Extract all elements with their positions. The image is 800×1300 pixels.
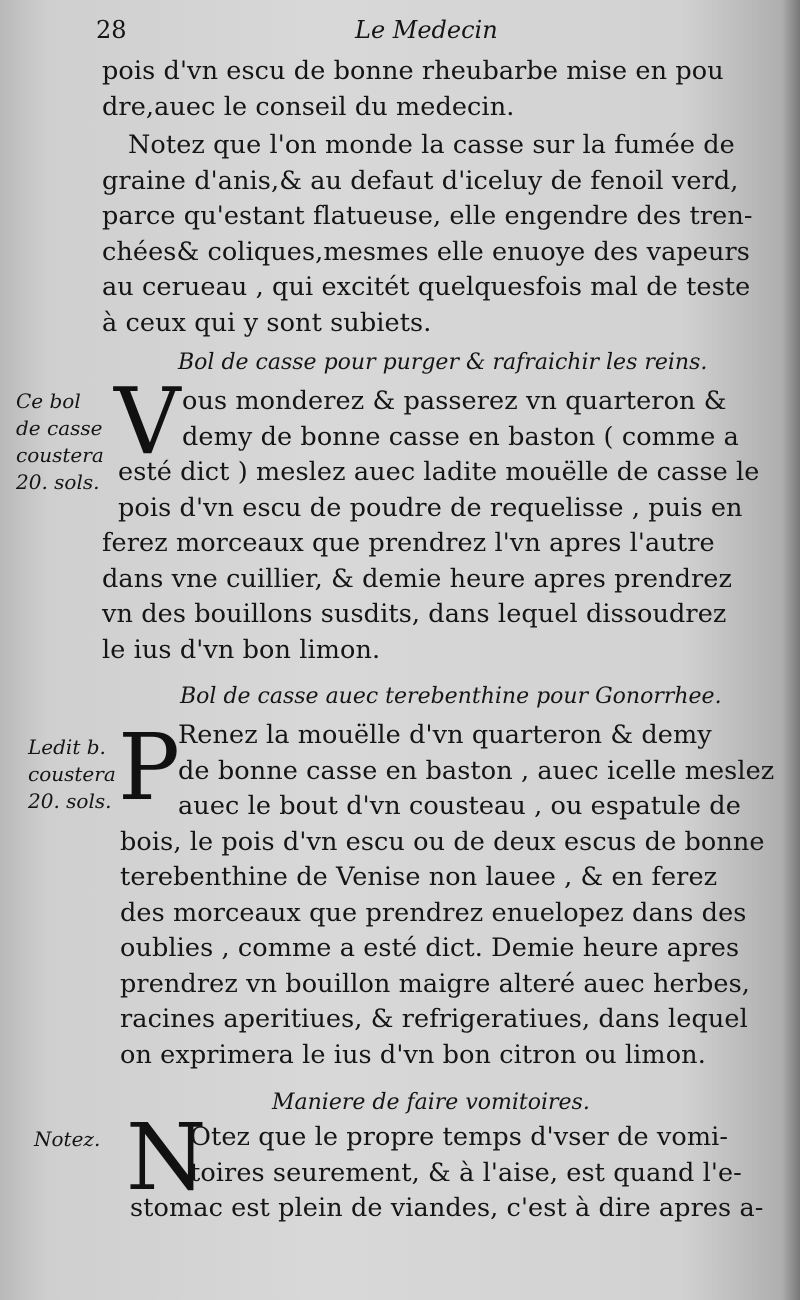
text-line: graine d'anis,& au defaut d'iceluy de fenoil verd, bbox=[102, 165, 739, 196]
text-line: demy de bonne casse en baston ( comme a bbox=[182, 421, 739, 452]
text-line: prendrez vn bouillon maigre alteré auec herbes, bbox=[120, 968, 750, 999]
paragraph-bol-de-casse bbox=[102, 384, 760, 668]
section-heading: Bol de casse pour purger & rafraichir les reins. bbox=[178, 350, 708, 375]
paragraph-vomitoires bbox=[102, 1120, 764, 1227]
margin-note-line: de casse bbox=[16, 416, 103, 440]
text-line: oublies , comme a esté dict. Demie heure apres bbox=[120, 933, 740, 963]
text-line: dre,auec le conseil du medecin. bbox=[102, 91, 515, 122]
margin-note-line: 20. sols. bbox=[16, 470, 100, 494]
text-line: de bonne casse en baston , auec icelle meslez bbox=[178, 755, 775, 786]
text-line: pois d'vn escu de poudre de requelisse , puis en bbox=[118, 492, 743, 523]
text-line: pois d'vn escu de bonne rheubarbe mise en pou bbox=[102, 56, 724, 86]
drop-cap: P bbox=[118, 714, 180, 821]
text-line: esté dict ) meslez auec ladite mouëlle de casse le bbox=[118, 457, 760, 487]
text-line: ferez morceaux que prendrez l'vn apres l'autre bbox=[102, 528, 715, 558]
text-line: vn des bouillons susdits, dans lequel dissoudrez bbox=[102, 599, 727, 629]
text-line: Otez que le propre temps d'vser de vomi- bbox=[190, 1122, 729, 1152]
paragraph-continuation bbox=[102, 54, 760, 125]
text-line: Notez que l'on monde la casse sur la fumée de bbox=[128, 130, 735, 160]
margin-note-line: Ledit b. bbox=[28, 735, 106, 759]
drop-cap: N bbox=[126, 1104, 207, 1211]
margin-note-line: coustera bbox=[28, 762, 116, 786]
margin-note-line: coustera bbox=[16, 443, 104, 467]
text-line: au cerueau , qui excitét quelquesfois mal de teste bbox=[102, 272, 751, 302]
paragraph-gonorrhee bbox=[102, 714, 775, 1073]
section-heading: Bol de casse auec terebenthine pour Gonorrhee. bbox=[180, 684, 722, 709]
text-line: chées& coliques,mesmes elle enuoye des vapeurs bbox=[102, 236, 750, 267]
text-line: ous monderez & passerez vn quarteron & bbox=[182, 386, 727, 416]
text-line: on exprimera le ius d'vn bon citron ou limon. bbox=[120, 1039, 706, 1070]
text-line: à ceux qui y sont subiets. bbox=[102, 307, 432, 338]
text-line: racines aperitiues, & refrigeratiues, dans lequel bbox=[120, 1004, 748, 1034]
margin-note bbox=[16, 388, 106, 496]
margin-note-line: 20. sols. bbox=[28, 789, 112, 813]
text-line: auec le bout d'vn cousteau , ou espatule de bbox=[178, 791, 741, 821]
running-head bbox=[0, 14, 800, 48]
section-heading: Maniere de faire vomitoires. bbox=[272, 1090, 590, 1115]
text-line: toires seurement, & à l'aise, est quand l'e- bbox=[190, 1157, 742, 1188]
text-line: stomac est plein de viandes, c'est à dire apres a- bbox=[130, 1193, 764, 1223]
text-line: parce qu'estant flatueuse, elle engendre des tren- bbox=[102, 201, 753, 231]
text-line: terebenthine de Venise non lauee , & en ferez bbox=[120, 862, 718, 892]
drop-cap: V bbox=[114, 368, 181, 475]
text-line: dans vne cuillier, & demie heure apres prendrez bbox=[102, 563, 733, 594]
paragraph-notez bbox=[102, 128, 760, 341]
text-line: des morceaux que prendrez enuelopez dans des bbox=[120, 897, 747, 928]
margin-note-line: Notez. bbox=[34, 1127, 101, 1151]
text-line: bois, le pois d'vn escu ou de deux escus de bonne bbox=[120, 826, 765, 857]
page-number: 28 bbox=[96, 16, 127, 44]
text-line: le ius d'vn bon limon. bbox=[102, 634, 381, 665]
running-title: Le Medecin bbox=[355, 16, 498, 44]
text-line: Renez la mouëlle d'vn quarteron & demy bbox=[178, 720, 712, 750]
margin-note-line: Ce bol bbox=[16, 389, 81, 413]
